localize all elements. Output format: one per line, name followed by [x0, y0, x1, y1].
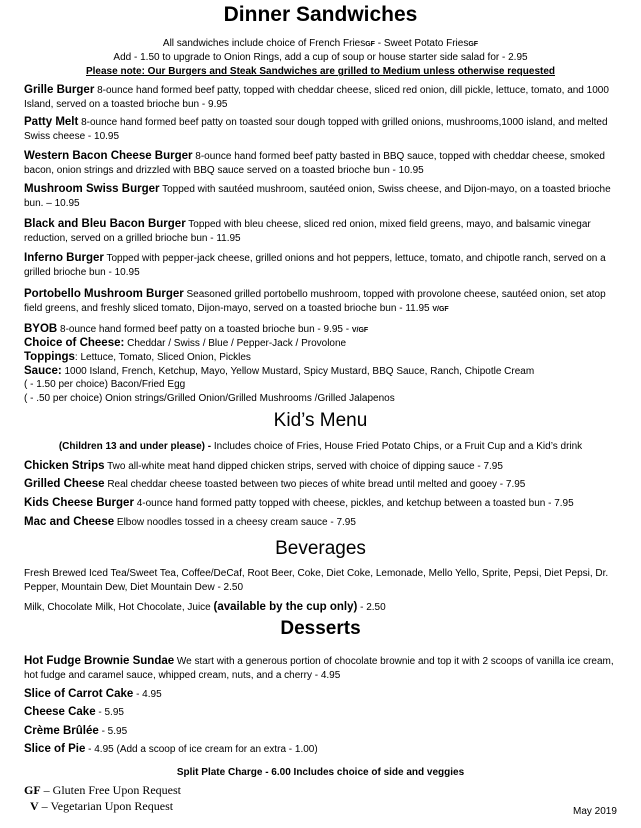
sauce-line: Sauce: 1000 Island, French, Ketchup, Mayo, Yellow Mustard, Spicy Mustard, BBQ Sauce, Ranch, Chipotle Cream	[24, 365, 535, 377]
menu-item: Mac and Cheese Elbow noodles tossed in a cheesy cream sauce - 7.95	[24, 516, 356, 528]
legend-v: V – Vegetarian Upon Request	[30, 799, 174, 813]
menu-date: May 2019	[573, 806, 617, 817]
menu-item: Kids Cheese Burger 4-ounce hand formed patty topped with cheese, pickles, and ketchup between a toasted bun - 7.95	[24, 497, 574, 509]
sandwiches-intro-1: All sandwiches include choice of French FriesGF - Sweet Potato FriesGF	[162, 38, 479, 49]
byob-line: BYOB 8-ounce hand formed beef patty on a toasted brioche bun - 9.95 - V/GF	[24, 323, 369, 335]
menu-item: Crème Brûlée - 5.95	[24, 725, 128, 737]
menu-item: Chicken Strips Two all-white meat hand dipped chicken strips, served with choice of dipping sauce - 7.95	[24, 460, 503, 472]
kids-intro: (Children 13 and under please) - Includes choice of Fries, House Fried Potato Chips, or a Fruit Cup and a Kid’s drink	[58, 441, 583, 452]
menu-item: Black and Bleu Bacon Burger Topped with bleu cheese, sliced red onion, mixed field greens, mayo, and balsamic vinegar reduction, served on a grilled brioche bun - 11.95	[24, 218, 591, 244]
legend-gf: GF – Gluten Free Upon Request	[24, 783, 181, 797]
section-title-desserts: Desserts	[280, 618, 361, 639]
menu-item: Portobello Mushroom Burger Seasoned grilled portobello mushroom, topped with provolone cheese, sautéed onion, set atop field greens, and freshly sliced tomato, Dijon-mayo, served on a toasted brioche bun - 11.95 V/GF	[24, 288, 606, 314]
menu-item: Cheese Cake - 5.95	[24, 706, 124, 718]
addon-line: ( - 1.50 per choice) Bacon/Fried Egg	[24, 379, 186, 390]
grill-notice: Please note: Our Burgers and Steak Sandwiches are grilled to Medium unless otherwise requested	[85, 66, 556, 77]
split-plate-charge: Split Plate Charge - 6.00 Includes choice of side and veggies	[176, 767, 465, 778]
menu-item: Hot Fudge Brownie Sundae We start with a generous portion of chocolate brownie and top it with 2 scoops of vanilla ice cream, hot fudge and caramel sauce, whipped cream, nuts, and a cherry - 4.95	[24, 655, 614, 681]
beverages-list: Fresh Brewed Iced Tea/Sweet Tea, Coffee/DeCaf, Root Beer, Coke, Diet Coke, Lemonade, Mello Yello, Sprite, Pepsi, Diet Pepsi, Dr. Pepper, Mountain Dew, Diet Mountain Dew - 2.50	[24, 568, 609, 593]
menu-item: Western Bacon Cheese Burger 8-ounce hand formed beef patty basted in BBQ sauce, topped with cheddar cheese, smoked bacon, onion strings and drizzled with BBQ sauce served on a toasted brioche bun - 10.95	[24, 150, 605, 176]
beverages-milk: Milk, Chocolate Milk, Hot Chocolate, Juice (available by the cup only) - 2.50	[24, 601, 386, 613]
sandwiches-intro-2: Add - 1.50 to upgrade to Onion Rings, add a cup of soup or house starter side salad for - 2.95	[113, 52, 528, 63]
toppings-line: Toppings: Lettuce, Tomato, Sliced Onion, Pickles	[24, 351, 251, 363]
cheese-choice: Choice of Cheese: Cheddar / Swiss / Blue / Pepper-Jack / Provolone	[24, 337, 347, 349]
menu-item: Slice of Carrot Cake - 4.95	[24, 688, 162, 700]
menu-item: Grille Burger 8-ounce hand formed beef patty, topped with cheddar cheese, sliced red onion, dill pickle, lettuce, tomato, and 1000 Island, served on a toasted brioche bun - 9.95	[24, 84, 609, 110]
menu-item: Patty Melt 8-ounce hand formed beef patty on toasted sour dough topped with grilled onions, mushrooms,1000 island, and melted Swiss cheese - 10.95	[24, 116, 608, 142]
menu-item: Grilled Cheese Real cheddar cheese toasted between two pieces of white bread until melted and gooey - 7.95	[24, 478, 526, 490]
section-title-kids: Kid’s Menu	[273, 410, 368, 431]
menu-item: Slice of Pie - 4.95 (Add a scoop of ice cream for an extra - 1.00)	[24, 743, 318, 755]
menu-item: Mushroom Swiss Burger Topped with sautéed mushroom, sautéed onion, Swiss cheese, and Dijon-mayo, on a toasted brioche bun. – 10.95	[24, 183, 611, 209]
menu-item: Inferno Burger Topped with pepper-jack cheese, grilled onions and hot peppers, lettuce, tomato, and chipotle ranch, served on a grilled brioche bun - 10.95	[24, 252, 606, 278]
addon-line: ( - .50 per choice) Onion strings/Grilled Onion/Grilled Mushrooms /Grilled Jalapenos	[24, 393, 395, 404]
section-title-beverages: Beverages	[275, 538, 366, 559]
section-title-sandwiches: Dinner Sandwiches	[223, 3, 418, 26]
